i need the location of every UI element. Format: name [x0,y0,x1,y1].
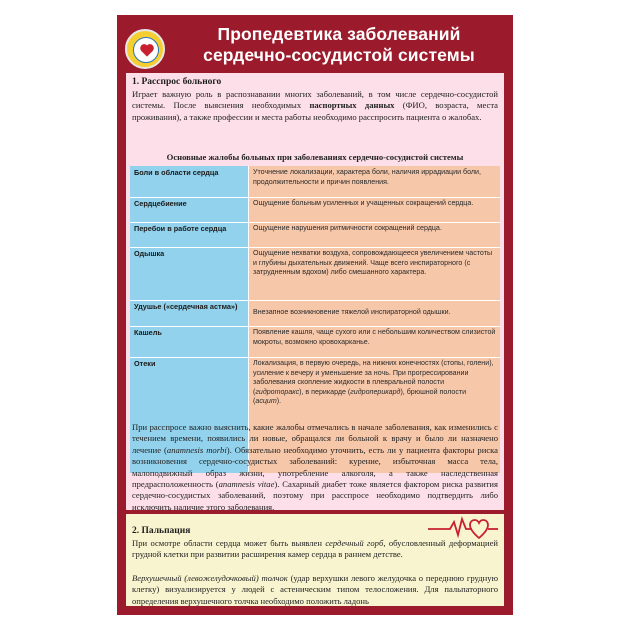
after-text-b: ). Обязательно необходимо уточнить, есть ли у пациента факторы риска возникновения сердечно-сосудистых заболеваний: курение, избыточная масса тела, малоподвижный образ жизни, употребление алкоголя, а также наследственная предрасположенность ( [132,444,498,490]
term-apex-beat: Верхушечный (левожелудочковый) толчок [132,573,288,583]
table-divider [130,357,500,358]
section-2-para-2 [132,573,498,607]
complaint-name: Боли в области сердца [130,166,248,197]
edema-text-d: ). [276,397,282,406]
table-divider [130,222,500,223]
intro-text-a: Играет важную роль в распознавании многих заболеваний, в том числе сердечно-сосудистой системы. После выяснения необходимых [132,89,498,111]
term-cardiac-hump: сердечный горб [325,538,384,548]
term-anamnesis-vitae: anamnesis vitae [218,479,275,490]
complaint-name: Кашель [130,326,248,357]
p2-text: (удар верхушки левого желудочка о переднюю грудную клетку) визуализируется у людей с астеническим типом телосложения. Для пальпаторного определения верхушечного толчка необходимо положить ладонь [132,573,498,606]
complaint-desc: Ощущение нехватки воздуха, сопровождающееся увеличением частоты и глубины дыхательных движений. Чаще всего инспираторного (с затрудненным вдохом) либо смешанного характера. [248,247,500,300]
complaint-name: Одышка [130,247,248,300]
edema-text-b: ), в перикарде ( [299,387,351,396]
edema-text-c: ), брюшной полости ( [253,387,467,406]
intro-bold-passport: паспортных данных [309,100,395,111]
poster [117,15,513,615]
title-line-2: сердечно-сосудистой системы [203,45,475,65]
title-line-1: Пропедевтика заболеваний [217,24,461,44]
page-title [169,24,509,66]
complaint-desc: Уточнение локализации, характера боли, наличия иррадиации боли, продолжительности и причин появления. [248,166,500,197]
after-text-c: ). Сахарный диабет тоже является фактором риска развития сердечно-сосудистых заболеваний, поэтому при расспросе необходимо подтвердить либо исключить наличие этого заболевания. [132,479,498,512]
edema-term-hydrothorax: гидроторакс [255,387,300,396]
complaint-name: Отеки [130,357,248,473]
section-inquiry [126,73,504,510]
heart-emblem-icon [133,37,159,63]
table-divider [130,197,500,198]
section-1-intro [132,89,498,123]
after-text-a: При расспросе важно выяснить, какие жалобы отмечались в начале заболевания, как изменились с течением времени, появились ли новые, обращался ли больной к врачу и было ли назначено лечение ( [132,422,498,455]
p1-text-b: , обусловленный деформацией грудной клетки при развитии расширения камер сердца в раннем детстве. [132,538,499,560]
table-divider [130,247,500,248]
intro-text-b: (ФИО, возраста, места проживания), а также профессии и места работы необходимо расспросить пациента о жалобах. [132,100,498,122]
complaint-desc: Ощущение больным усиленных и учащенных сокращений сердца. [248,197,500,222]
p1-text-a: При осмотре области сердца может быть выявлен [132,538,326,548]
section-palpation [126,514,504,606]
edema-term-hydropericardium: гидроперикард [350,387,401,396]
complaint-name: Перебои в работе сердца [130,222,248,247]
section-2-heading: 2. Пальпация [132,526,191,536]
complaint-name: Сердцебиение [130,197,248,222]
complaints-table-title: Основные жалобы больных при заболеваниях сердечно-сосудистой системы [166,152,464,162]
complaint-desc: Внезапное возникновение тяжелой инспираторной одышки. [248,300,500,326]
heart-pulse-icon [428,516,498,540]
complaint-desc: Появление кашля, чаще сухого или с небольшим количеством слизистой мокроты, возможно кровохарканье. [248,326,500,357]
logo-emblem [125,29,165,69]
section-1-heading: 1. Расспрос больного [132,77,222,87]
complaint-name: Удушье («сердечная астма») [130,300,248,326]
edema-text-a: Локализация, в первую очередь, на нижних конечностях (стопы, голени), усиление к вечеру и уменьшение за ночь. При прогрессировании заболевания скопление жидкости в плевральной полости ( [253,359,494,396]
section-2-para-1 [132,538,498,561]
table-divider [130,300,500,301]
complaint-desc: Ощущение нарушения ритмичности сокращений сердца. [248,222,500,247]
edema-term-ascites: асцит [255,397,277,406]
table-divider [130,326,500,327]
term-anamnesis-morbi: anamnesis morbi [166,444,227,455]
section-1-after-table [132,422,498,513]
